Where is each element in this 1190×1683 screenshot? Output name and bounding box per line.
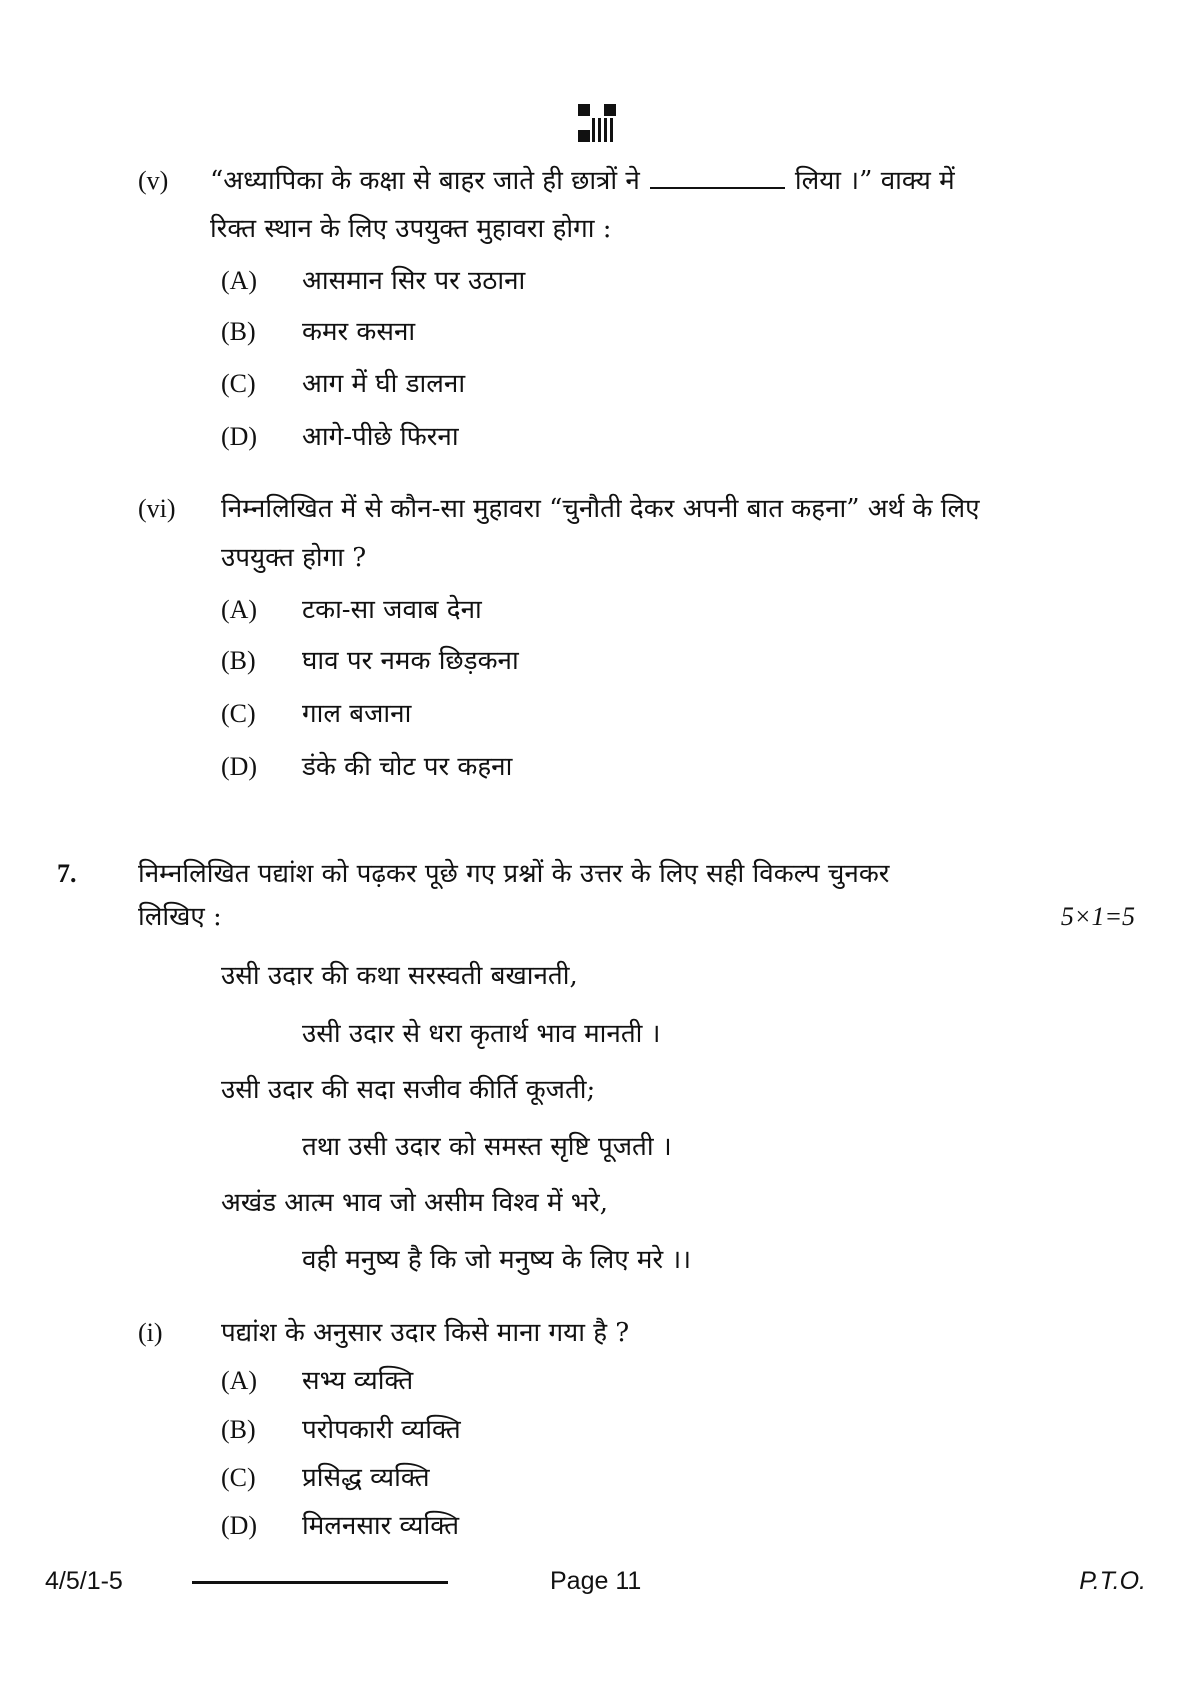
option-text: आगे-पीछे फिरना [302, 422, 459, 452]
option-letter: (D) [221, 422, 258, 451]
option-letter: (B) [221, 1415, 256, 1444]
option-letter: (C) [221, 699, 256, 728]
question-label: (vi) [138, 494, 176, 523]
question-text: निम्नलिखित में से कौन-सा मुहावरा “चुनौती देकर अपनी बात कहना” अर्थ के लिए [221, 494, 980, 524]
option-letter: (D) [221, 752, 258, 781]
option-text: आग में घी डालना [302, 369, 466, 399]
poem-line: तथा उसी उदार को समस्त सृष्टि पूजती । [302, 1132, 672, 1162]
option-text: आसमान सिर पर उठाना [302, 266, 526, 296]
poem-line: अखंड आत्म भाव जो असीम विश्व में भरे, [221, 1188, 608, 1218]
marks: 5×1=5 [1060, 902, 1135, 931]
footer-divider [192, 1581, 448, 1584]
option-text: परोपकारी व्यक्ति [302, 1415, 461, 1445]
page-number: Page 11 [550, 1567, 642, 1595]
question-number: 7. [57, 859, 77, 888]
poem-line: उसी उदार से धरा कृतार्थ भाव मानती । [302, 1019, 661, 1049]
option-letter: (C) [221, 1463, 256, 1492]
poem-line: उसी उदार की सदा सजीव कीर्ति कूजती; [221, 1075, 596, 1105]
option-letter: (A) [221, 1366, 258, 1395]
option-letter: (A) [221, 266, 258, 295]
option-text: कमर कसना [302, 317, 416, 347]
option-letter: (B) [221, 646, 256, 675]
question-text-line2: लिखिए : [138, 902, 222, 932]
poem-line: वही मनुष्य है कि जो मनुष्य के लिए मरे ।। [302, 1245, 692, 1275]
pto-label: P.T.O. [1079, 1567, 1146, 1595]
option-text: सभ्य व्यक्ति [302, 1366, 414, 1396]
question-text-before: “अध्यापिका के कक्षा से बाहर जाते ही छात्रों ने [210, 166, 640, 196]
question-text-line2: उपयुक्त होगा ? [221, 543, 367, 573]
poem-line: उसी उदार की कथा सरस्वती बखानती, [221, 961, 578, 991]
option-letter: (C) [221, 369, 256, 398]
option-text: घाव पर नमक छिड़कना [302, 646, 519, 676]
question-text [210, 165, 955, 197]
option-text: मिलनसार व्यक्ति [302, 1511, 460, 1541]
question-text: निम्नलिखित पद्यांश को पढ़कर पूछे गए प्रश्नों के उत्तर के लिए सही विकल्प चुनकर [138, 859, 890, 889]
option-text: टका-सा जवाब देना [302, 595, 482, 625]
option-text: गाल बजाना [302, 699, 412, 729]
option-letter: (A) [221, 595, 258, 624]
question-text: पद्यांश के अनुसार उदार किसे माना गया है ? [221, 1318, 630, 1348]
option-text: डंके की चोट पर कहना [302, 752, 513, 782]
question-label: (v) [138, 166, 169, 195]
question-text-line2: रिक्त स्थान के लिए उपयुक्त मुहावरा होगा : [210, 214, 612, 244]
qr-code [578, 104, 616, 142]
option-text: प्रसिद्ध व्यक्ति [302, 1463, 430, 1493]
option-letter: (B) [221, 317, 256, 346]
question-label: (i) [138, 1318, 163, 1347]
paper-code: 4/5/1-5 [45, 1567, 123, 1595]
option-letter: (D) [221, 1511, 258, 1540]
fill-blank [650, 165, 785, 189]
question-text-after: लिया ।” वाक्य में [794, 166, 955, 196]
